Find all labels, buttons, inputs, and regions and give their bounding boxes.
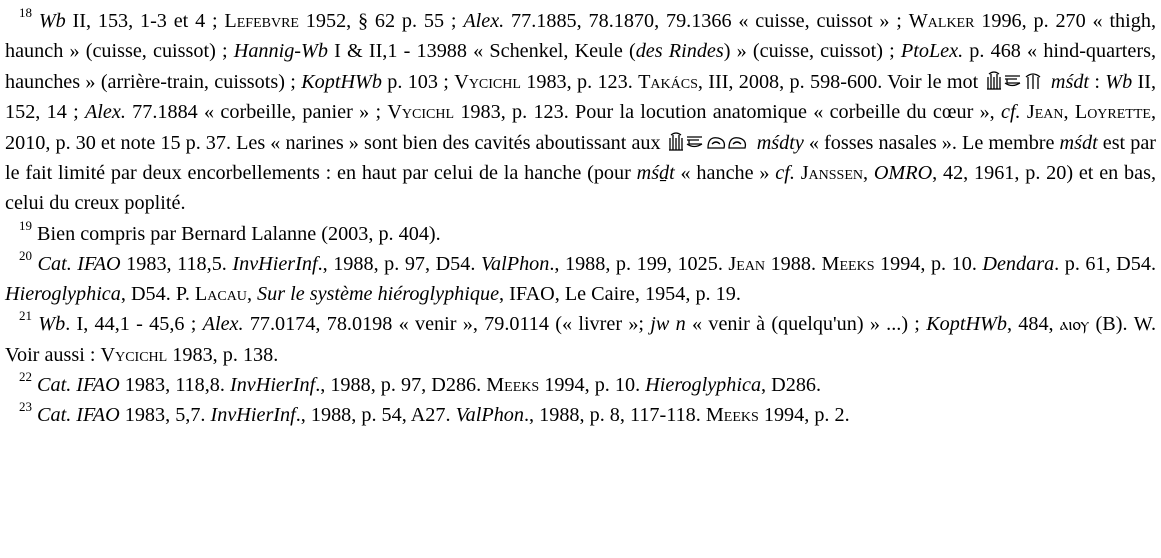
- footnote-text-run: InvHierInf: [232, 252, 318, 275]
- footnote-text-run: KoptHWb: [926, 312, 1007, 335]
- footnote-text-run: « fosses nasales ». Le membre: [803, 131, 1060, 154]
- footnote-text-run: cf.: [1000, 101, 1021, 124]
- footnote-text-run: mśdt: [1059, 131, 1098, 154]
- footnote-text-run: ValPhon: [455, 403, 524, 426]
- footnote-text-run: p. 103 ;: [381, 70, 455, 93]
- footnote-text-run: 77.1885, 78.1870, 79.1366 « cuisse, cuissot » ;: [504, 10, 909, 32]
- footnote-text-run: ) » (cuisse, cuissot) ;: [723, 40, 901, 63]
- footnote-text-run: ValPhon: [480, 252, 550, 275]
- footnote-text-run: 1994, p. 2.: [758, 403, 850, 426]
- footnote-number: 23: [19, 399, 32, 415]
- footnote-text-run: Hieroglyphica: [5, 282, 121, 305]
- footnote-text-run: PtoLex.: [900, 40, 964, 63]
- footnote-text-run: Wb: [38, 312, 66, 335]
- footnote-text-run: 1983, p. 123. Pour la locution anatomique « corbeille du cœur »,: [454, 101, 1001, 124]
- footnote-text-run: Vycichl: [387, 101, 455, 124]
- footnote-number: 22: [19, 369, 32, 385]
- footnote-text-run: 1983, p. 138.: [167, 343, 279, 366]
- footnote-text-run: Hieroglyphica: [645, 373, 762, 396]
- footnote-text-run: Lefebvre: [224, 10, 299, 32]
- footnote-text-run: . p. 61, D54.: [1054, 252, 1156, 275]
- footnote-text-run: ., 1988, p. 54, A27.: [295, 403, 456, 426]
- footnote-text-run: Cat. IFAO: [37, 373, 120, 396]
- footnote-text-run: jw n: [650, 312, 686, 335]
- footnote-19: [5, 219, 1156, 249]
- footnote-21: [5, 309, 1156, 370]
- footnote-text-run: p. 468 « hind-quarters, haunches » (arrière-train, cuissots) ;: [5, 40, 1156, 93]
- footnote-text-run: , 42, 1961, p. 20) et en bas, celui du creux poplité.: [5, 162, 1157, 215]
- footnote-text-run: II, 153, 1-3 et 4 ;: [65, 10, 225, 32]
- footnote-text-run: Cat. IFAO: [37, 252, 121, 275]
- footnote-text-run: est par le fait limité par deux encorbellements : en haut par celui de la hanche (pour: [5, 131, 1157, 185]
- footnote-text-run: II, 152, 14 ;: [5, 70, 1157, 124]
- footnote-23: [5, 400, 1156, 430]
- footnote-text-run: Jean: [1026, 101, 1064, 124]
- footnote-text-run: 77.0174, 78.0198 « venir », 79.0114 (« livrer »;: [243, 312, 651, 335]
- footnote-text-run: KoptHWb: [301, 70, 382, 93]
- footnote-text-run: Dendara: [982, 252, 1055, 275]
- footnote-text-run: des Rindes: [635, 40, 724, 63]
- footnote-text-run: Meeks: [821, 252, 875, 275]
- footnote-text-run: ,: [863, 162, 874, 185]
- footnote-text-run: I & II,1 - 13988 « Schenkel, Keule (: [327, 40, 636, 63]
- footnote-text-run: , 484,: [1006, 312, 1060, 335]
- footnote-text-run: 1983, p. 123.: [520, 70, 639, 93]
- footnote-text-run: Walker: [908, 10, 975, 32]
- hieroglyph-mesdet-basket-icon: [986, 69, 1044, 91]
- footnote-text-run: 77.1884 « corbeille, panier » ;: [125, 101, 388, 124]
- footnote-text-run: Meeks: [486, 373, 540, 396]
- footnote-text-run: , D286.: [761, 373, 822, 396]
- footnote-text-run: Jean: [728, 252, 766, 275]
- footnote-text-run: 1952, § 62 p. 55 ;: [298, 10, 464, 32]
- footnote-number: 19: [19, 218, 32, 234]
- footnote-text-run: Meeks: [705, 403, 759, 426]
- footnote-text-run: , III, 2008, p. 598-600. Voir le mot: [697, 70, 984, 93]
- footnote-text-run: mśḏt: [636, 162, 675, 185]
- footnote-number: 21: [19, 308, 32, 324]
- footnote-text-run: InvHierInf: [210, 403, 296, 426]
- footnote-text-run: 1994, p. 10.: [874, 252, 983, 275]
- footnote-text-run: 1988.: [765, 252, 822, 275]
- footnote-text-run: mśdty: [756, 131, 804, 154]
- footnote-text-run: , 2010, p. 30 et note 15 p. 37. Les « narines » sont bien des cavités aboutissant aux: [5, 101, 1157, 154]
- footnote-text-run: Vycichl: [454, 70, 521, 93]
- footnote-text-run: « hanche »: [674, 162, 776, 185]
- footnote-text-run: Loyrette: [1074, 101, 1151, 124]
- footnote-text-run: InvHierInf: [229, 373, 316, 396]
- footnote-text-run: ,: [1063, 101, 1075, 124]
- footnote-text-run: Wb: [1105, 70, 1133, 93]
- footnote-text-run: ., 1988, p. 97, D286.: [315, 373, 487, 396]
- footnote-text-run: Alex.: [463, 10, 505, 32]
- footnote-text-run: Hannig-Wb: [233, 40, 328, 63]
- footnote-text-run: mśdt: [1050, 70, 1090, 93]
- footnote-text-run: Cat. IFAO: [37, 403, 120, 426]
- footnote-text-run: Takács: [638, 70, 698, 93]
- footnote-20: [5, 249, 1156, 309]
- footnote-text-run: 1994, p. 10.: [539, 373, 646, 396]
- footnote-18: [5, 6, 1156, 219]
- footnote-text-run: 1983, 118,8.: [119, 373, 230, 396]
- footnote-text-run: Vycichl: [100, 343, 168, 366]
- footnote-text-run: Janssen: [800, 162, 863, 185]
- footnote-text-run: , D54. P.: [120, 282, 195, 305]
- footnote-number: 20: [19, 248, 32, 264]
- footnote-text-run: (B). W. Voir aussi :: [5, 312, 1157, 366]
- footnote-text-run: ,: [246, 282, 258, 305]
- footnote-text-run: ., 1988, p. 199, 1025.: [549, 252, 729, 275]
- footnote-text-run: Wb: [38, 10, 66, 32]
- footnote-22: [5, 370, 1156, 400]
- footnote-text-run: , IFAO, Le Caire, 1954, p. 19.: [499, 282, 741, 305]
- hieroglyph-mesdet-nostrils-icon: [668, 130, 750, 152]
- footnote-text-run: Sur le système hiéroglyphique: [257, 282, 500, 305]
- footnote-text-run: Lacau: [194, 282, 247, 305]
- footnote-text-run: « venir à (quelqu'un) » ...) ;: [685, 312, 927, 335]
- footnote-text-run: . I, 44,1 - 45,6 ;: [65, 312, 203, 335]
- footnote-text-run: ., 1988, p. 8, 117-118.: [523, 403, 706, 426]
- footnote-text-run: Bien compris par Bernard Lalanne (2003, p. 404).: [32, 222, 441, 245]
- footnote-text-run: 1996, p. 270 « thigh, haunch » (cuisse, cuissot) ;: [5, 10, 1156, 63]
- footnote-text-run: Alex.: [84, 101, 126, 124]
- footnote-text-run: 1983, 5,7.: [119, 403, 211, 426]
- footnote-text-run: cf.: [775, 162, 795, 185]
- footnote-text-run: Alex.: [202, 312, 244, 335]
- footnote-text-run: :: [1089, 70, 1106, 93]
- footnote-number: 18: [19, 5, 32, 21]
- footnote-text-run: 1983, 118,5.: [120, 252, 233, 275]
- footnote-text-run: OMRO: [873, 162, 933, 185]
- footnote-text-run: ., 1988, p. 97, D54.: [317, 252, 481, 275]
- coptic-word: ⲁⲓⲟⲩ: [1059, 314, 1090, 335]
